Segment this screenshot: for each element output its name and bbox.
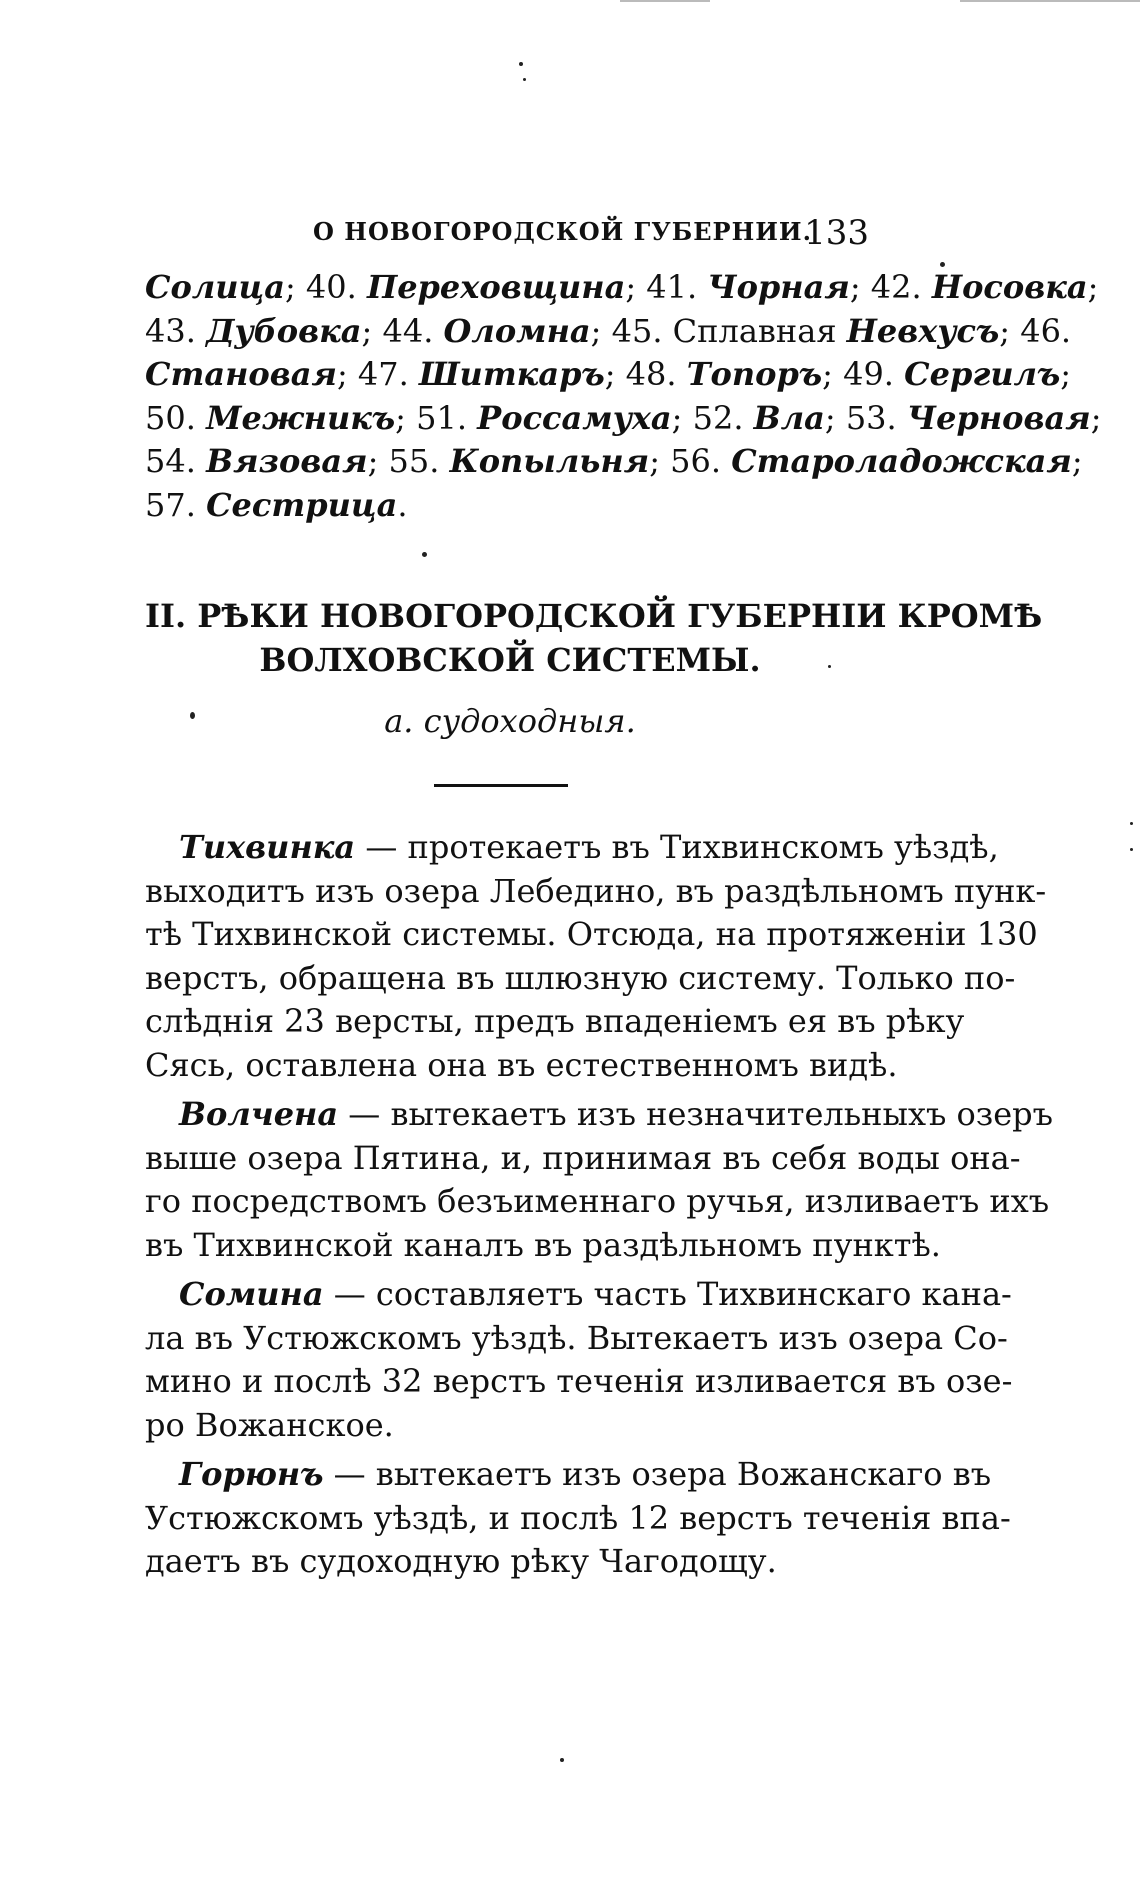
section-heading-line-2: ВОЛХОВСКОЙ СИСТЕМЫ. xyxy=(259,641,761,679)
list-number: ; 51. xyxy=(395,398,478,437)
text-line xyxy=(145,1453,992,1497)
river-name: Сомина xyxy=(179,1275,324,1313)
list-line xyxy=(145,397,1102,441)
line-text: ла въ Устюжскомъ уѣздѣ. Вытекаетъ изъ озера Со- xyxy=(145,1318,1008,1357)
line-text: верстъ, обращена въ шлюзную систему. Только по- xyxy=(145,958,1016,997)
river-name: Вязовая xyxy=(206,442,368,480)
text-line xyxy=(145,1180,1050,1224)
list-number: ; 42. xyxy=(849,268,932,306)
river-name: Сестрица xyxy=(206,485,398,524)
line-text: Устюжскомъ уѣздѣ, и послѣ 12 верстъ теченія впа- xyxy=(145,1498,1011,1537)
text-line xyxy=(145,957,1016,1001)
river-name: Носовка xyxy=(931,268,1088,306)
paragraph xyxy=(145,1093,1054,1267)
list-number: 50. xyxy=(145,398,207,437)
river-name: Волчена xyxy=(179,1095,339,1133)
list-line xyxy=(145,266,1099,310)
running-head-title: О НОВОГОРОДСКОЙ ГУБЕРНИИ. xyxy=(313,217,812,246)
list-number: ; 46. xyxy=(999,311,1072,350)
ink-speck xyxy=(1130,822,1133,825)
text-line xyxy=(145,1137,1021,1181)
list-line xyxy=(145,353,1072,397)
list-number: ; 48. xyxy=(604,355,687,393)
text-line xyxy=(145,870,1047,914)
line-text: даетъ въ судоходную рѣку Чагодощу. xyxy=(145,1542,777,1580)
list-number: . xyxy=(397,485,408,524)
line-text: въ Тихвинской каналъ въ раздѣльномъ пунктѣ. xyxy=(145,1225,941,1264)
ink-speck xyxy=(519,62,523,66)
river-list xyxy=(145,266,1102,527)
list-number: 57. xyxy=(145,485,207,524)
list-number: ; 56. xyxy=(649,442,732,480)
ink-speck xyxy=(560,1758,564,1762)
text-line xyxy=(145,1000,965,1044)
text-line xyxy=(145,1404,875,1448)
ink-speck xyxy=(422,552,427,557)
running-head xyxy=(145,213,875,253)
list-number: ; 41. xyxy=(625,268,708,306)
river-name: Дубовка xyxy=(206,311,362,350)
list-line xyxy=(145,440,1083,484)
section-subheading: а. судоходныя. xyxy=(384,702,636,740)
river-name: Топоръ xyxy=(686,355,823,393)
list-number: 54. xyxy=(145,442,207,480)
line-text: выше озера Пятина, и, принимая въ себя воды она- xyxy=(145,1138,1021,1177)
section-heading xyxy=(145,594,1043,682)
river-name: Тихвинка xyxy=(179,828,356,866)
text-line xyxy=(145,1497,1011,1541)
line-text: — вытекаетъ изъ незначительныхъ озеръ xyxy=(338,1095,1054,1133)
list-number: ; 45. Сплавная xyxy=(590,311,847,350)
paragraph xyxy=(145,1453,1011,1584)
text-line xyxy=(145,1093,1054,1137)
list-number: ; 55. xyxy=(367,442,450,480)
body-text xyxy=(145,826,1054,1584)
scan-edge-mark xyxy=(620,0,710,2)
line-text: го посредствомъ безъименнаго ручья, изливаетъ ихъ xyxy=(145,1182,1050,1220)
paragraph xyxy=(145,826,1047,1087)
river-name: Горюнъ xyxy=(179,1455,324,1493)
list-number: ; 40. xyxy=(284,268,367,306)
river-name: Солица xyxy=(145,268,285,306)
list-number: ; xyxy=(1071,442,1083,480)
line-text: — составляетъ часть Тихвинскаго кана- xyxy=(323,1275,1012,1313)
river-name: Черновая xyxy=(906,398,1091,437)
list-number: ; 52. xyxy=(671,398,754,437)
page-number: 133 xyxy=(804,213,869,253)
river-name: Переховщина xyxy=(366,268,626,306)
river-name: Становая xyxy=(145,355,337,393)
text-line xyxy=(145,1273,1012,1317)
list-number: ; 49. xyxy=(822,355,905,393)
line-text: ро Вожанское. xyxy=(145,1405,394,1444)
text-line xyxy=(145,1044,898,1088)
divider-rule xyxy=(434,784,568,787)
river-name: Вла xyxy=(753,398,825,437)
list-number: 43. xyxy=(145,311,207,350)
list-line xyxy=(145,310,1072,354)
list-number: ; xyxy=(1087,268,1099,306)
line-text: — протекаетъ въ Тихвинскомъ уѣздѣ, xyxy=(355,828,999,866)
line-text: мино и послѣ 32 верстъ теченія изливается въ озе- xyxy=(145,1362,1013,1400)
paragraph xyxy=(145,1273,1013,1447)
river-name: Межникъ xyxy=(206,398,396,437)
text-line xyxy=(145,826,999,870)
ink-speck xyxy=(940,262,945,267)
river-name: Староладожская xyxy=(731,442,1072,480)
river-name: Копыльня xyxy=(449,442,650,480)
text-line xyxy=(145,1317,1008,1361)
line-text: тѣ Тихвинской системы. Отсюда, на протяженіи 130 xyxy=(145,915,1038,953)
list-number: ; 44. xyxy=(361,311,444,350)
river-name: Шиткаръ xyxy=(418,355,605,393)
list-number: ; xyxy=(1090,398,1102,437)
line-text: Сясь, оставлена она въ естественномъ видѣ. xyxy=(145,1045,898,1084)
ink-speck xyxy=(1130,848,1133,851)
list-number: ; 53. xyxy=(824,398,907,437)
list-line xyxy=(145,484,875,528)
ink-speck xyxy=(523,78,526,81)
line-text: выходитъ изъ озера Лебедино, въ раздѣльномъ пунк- xyxy=(145,871,1047,910)
text-line xyxy=(145,913,1038,957)
list-number: ; xyxy=(1060,355,1072,393)
river-name: Чорная xyxy=(707,268,850,306)
list-number: ; 47. xyxy=(336,355,419,393)
text-line xyxy=(145,1540,875,1584)
text-line xyxy=(145,1360,1013,1404)
section-heading-line-1: II. РѢКИ НОВОГОРОДСКОЙ ГУБЕРНІИ КРОМѢ xyxy=(145,597,1043,635)
text-line xyxy=(145,1224,941,1268)
river-name: Россамуха xyxy=(477,398,672,437)
line-text: слѣднія 23 версты, предъ впаденіемъ ея въ рѣку xyxy=(145,1002,965,1040)
river-name: Оломна xyxy=(443,311,591,350)
line-text: — вытекаетъ изъ озера Вожанскаго въ xyxy=(323,1455,992,1493)
river-name: Сергилъ xyxy=(904,355,1061,393)
river-name: Невхусъ xyxy=(846,311,1000,350)
scan-edge-mark xyxy=(960,0,1140,2)
